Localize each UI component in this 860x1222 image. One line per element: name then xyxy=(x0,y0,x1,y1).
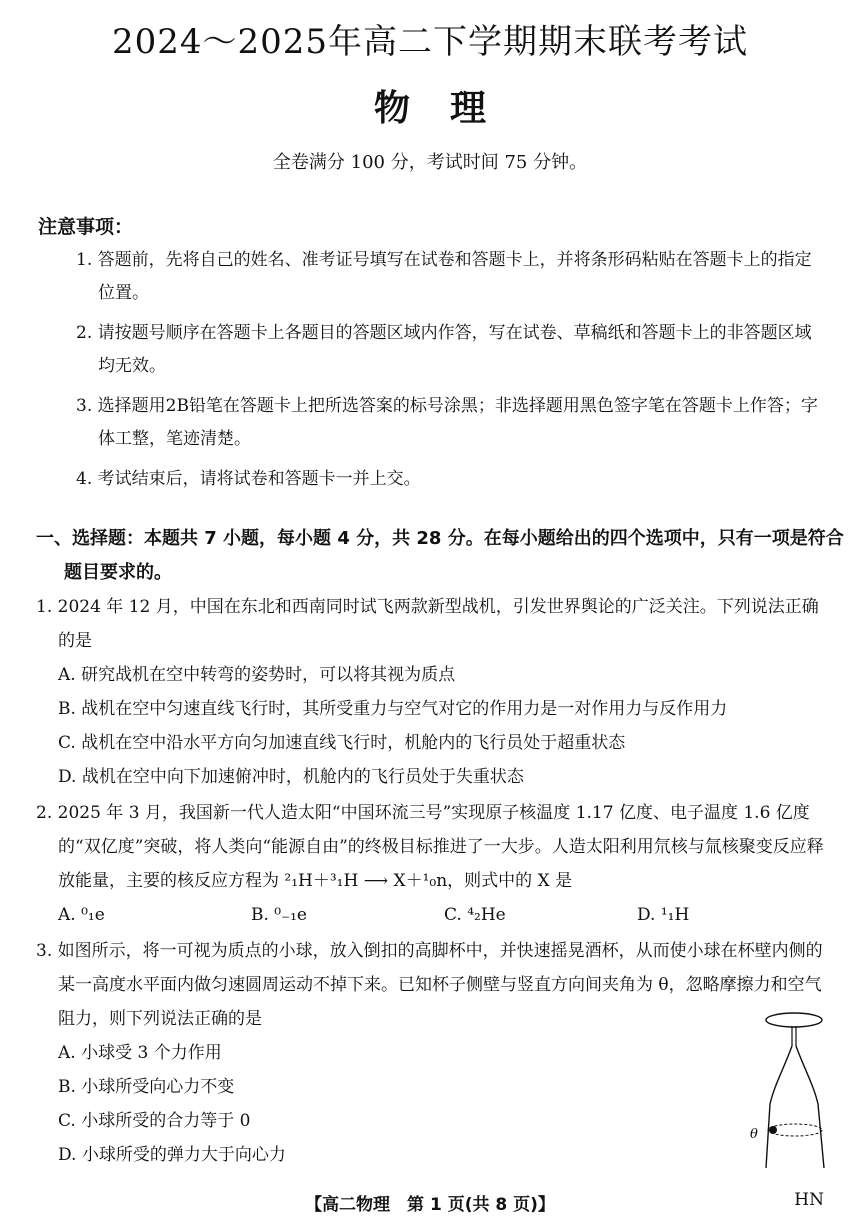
options-row xyxy=(36,898,830,932)
subject-title: 物理 xyxy=(373,88,526,129)
ball xyxy=(769,1126,777,1134)
note-item: 4. 考试结束后，请将试卷和答题卡一并上交。 xyxy=(76,469,421,489)
option-b: B. ⁰₋₁e xyxy=(251,905,307,925)
goblet-wall-left xyxy=(766,1046,792,1168)
exam-title: 2024～2025年高二下学期期末联考考试 xyxy=(111,22,749,62)
goblet-figure xyxy=(748,1008,834,1174)
note-item: 2. 请按题号顺序在答题卡上各题目的答题区域内作答，写在试卷、草稿纸和答题卡上的非答题区域均无效。 xyxy=(76,323,812,376)
question-stem: 1. 2024 年 12 月，中国在东北和西南同时试飞两款新型战机，引发世界舆论的广泛关注。下列说法正确的是 xyxy=(36,597,819,651)
option-a: A. ⁰₁e xyxy=(58,905,105,925)
goblet-wall-right xyxy=(796,1046,824,1168)
page-footer: 【高二物理 第 1 页(共 8 页)】 xyxy=(305,1195,555,1215)
option-a: A. 研究战机在空中转弯的姿势时，可以将其视为质点 xyxy=(58,665,456,685)
option-b: B. 战机在空中匀速直线飞行时，其所受重力与空气对它的作用力是一对作用力与反作用力 xyxy=(58,699,728,719)
notes-heading: 注意事项： xyxy=(38,216,134,238)
goblet-base xyxy=(766,1013,822,1027)
option-c: C. 战机在空中沿水平方向匀加速直线飞行时，机舱内的飞行员处于超重状态 xyxy=(58,733,626,753)
option-c: C. 小球所受的合力等于 0 xyxy=(58,1111,251,1131)
option-a: A. 小球受 3 个力作用 xyxy=(58,1043,222,1063)
option-d: D. ¹₁H xyxy=(637,905,690,925)
section-heading: 一、选择题：本题共 7 小题，每小题 4 分，共 28 分。在每小题给出的四个选项中，只有一项是符合题目要求的。 xyxy=(36,528,844,583)
exam-meta: 全卷满分 100 分，考试时间 75 分钟。 xyxy=(272,152,588,173)
region-code: HN xyxy=(794,1190,824,1210)
question-3 xyxy=(36,934,830,1172)
note-item: 3. 选择题用2B铅笔在答题卡上把所选答案的标号涂黑；非选择题用黑色签字笔在答题卡上作答；字体工整，笔迹清楚。 xyxy=(76,396,818,449)
option-b: B. 小球所受向心力不变 xyxy=(58,1077,235,1097)
notes-list xyxy=(76,244,828,503)
option-d: D. 小球所受的弹力大于向心力 xyxy=(58,1145,286,1165)
option-d: D. 战机在空中向下加速俯冲时，机舱内的飞行员处于失重状态 xyxy=(58,767,524,787)
option-c: C. ⁴₂He xyxy=(444,905,506,925)
question-2 xyxy=(36,796,830,932)
question-stem: 2. 2025 年 3 月，我国新一代人造太阳“中国环流三号”实现原子核温度 1.17 亿度、电子温度 1.6 亿度的“双亿度”突破，将人类向“能源自由”的终极目标推进了一大步。人造太阳利用氘核与氚核聚变反应释放能量，主要的核反应方程为 ²₁H＋³₁H ⟶ X＋¹₀n，则式中的 X 是 xyxy=(36,803,824,891)
note-item: 1. 答题前，先将自己的姓名、准考证号填写在试卷和答题卡上，并将条形码粘贴在答题卡上的指定位置。 xyxy=(76,250,812,303)
angle-label: θ xyxy=(750,1127,758,1142)
question-1 xyxy=(36,590,830,794)
question-stem: 3. 如图所示，将一可视为质点的小球，放入倒扣的高脚杯中，并快速摇晃酒杯，从而使小球在杯壁内侧的某一高度水平面内做匀速圆周运动不掉下来。已知杯子侧壁与竖直方向间夹角为 θ，忽略摩擦力和空气阻力，则下列说法正确的是 xyxy=(36,941,823,1029)
